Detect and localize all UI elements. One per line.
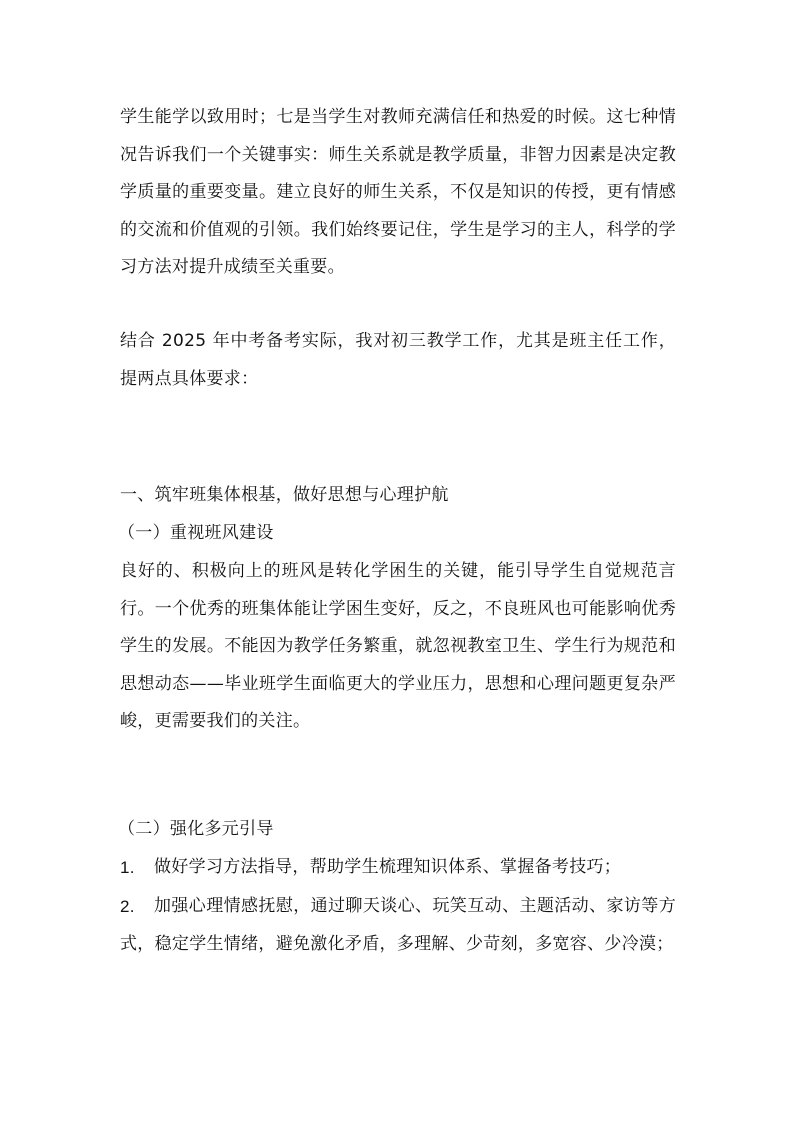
body-paragraph: 学生能学以致用时；七是当学生对教师充满信任和热爱的时候。这七种情况告诉我们一个关键事实：师生关系就是教学质量，非智力因素是决定教学质量的重要变量。建立良好的师生关系，不仅是知识的传授，更有情感的交流和价值观的引领。我们始终要记住，学生是学习的主人，科学的学习方法对提升成绩至关重要。: [120, 107, 676, 277]
subsection-heading: （二）强化多元引导: [118, 819, 274, 839]
list-item-text: 加强心理情感抚慰，通过聊天谈心、玩笑互动、主题活动、家访等方式，稳定学生情绪，避免激化矛盾，多理解、少苛刻，多宽容、少冷漠；: [120, 896, 676, 954]
list-item: [120, 849, 676, 887]
list-item: [120, 888, 676, 963]
body-paragraph: 结合 2025 年中考备考实际，我对初三教学工作，尤其是班主任工作，提两点具体要求：: [120, 331, 676, 389]
list-item-text: 做好学习方法指导，帮助学生梳理知识体系、掌握备考技巧；: [154, 857, 622, 877]
body-paragraph: 良好的、积极向上的班风是转化学困生的关键，能引导学生自觉规范言行。一个优秀的班集体能让学困生变好，反之，不良班风也可能影响优秀学生的发展。不能因为教学任务繁重，就忽视教室卫生、学生行为规范和思想动态——毕业班学生面临更大的学业压力，思想和心理问题更复杂严峻，更需要我们的关注。: [120, 561, 676, 731]
subsection-heading: （一）重视班风建设: [118, 523, 274, 543]
list-item-number: 1.: [120, 858, 135, 877]
list-item-number: 2.: [120, 897, 135, 916]
section-heading: 一、筑牢班集体根基，做好思想与心理护航: [120, 485, 449, 505]
